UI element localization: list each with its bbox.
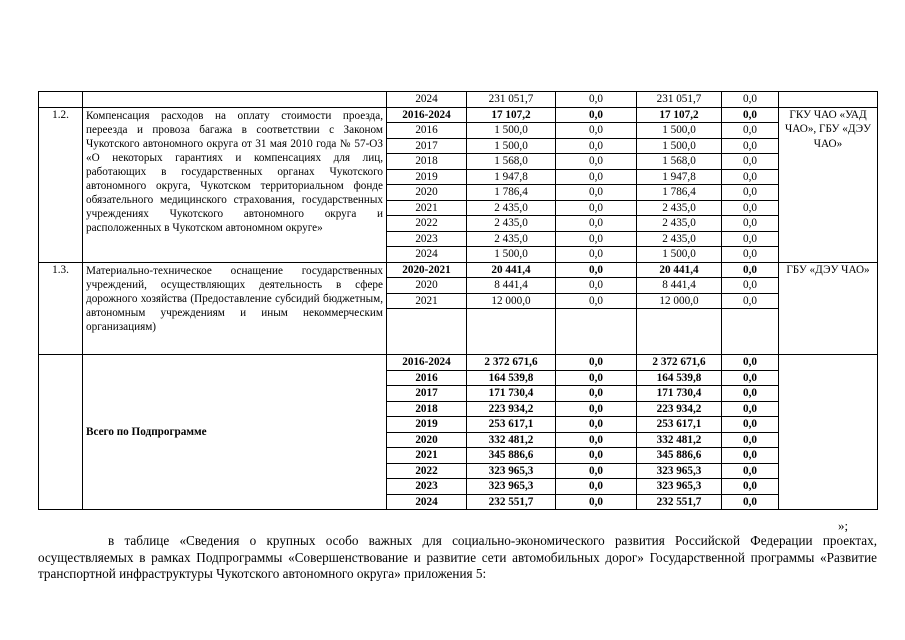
year-cell: 2020-2021 bbox=[387, 262, 467, 278]
description-cell bbox=[83, 92, 387, 108]
total-funding-cell: 1 568,0 bbox=[467, 154, 556, 170]
other-funding-cell: 0,0 bbox=[722, 185, 779, 201]
district-funding-cell: 12 000,0 bbox=[637, 293, 722, 309]
federal-funding-cell: 0,0 bbox=[556, 247, 637, 263]
total-funding-cell: 1 786,4 bbox=[467, 185, 556, 201]
year-cell: 2017 bbox=[387, 386, 467, 402]
year-cell: 2022 bbox=[387, 216, 467, 232]
total-funding-cell: 231 051,7 bbox=[467, 92, 556, 108]
federal-funding-cell: 0,0 bbox=[556, 123, 637, 139]
year-cell: 2019 bbox=[387, 169, 467, 185]
federal-funding-cell: 0,0 bbox=[556, 216, 637, 232]
year-cell: 2017 bbox=[387, 138, 467, 154]
district-funding-cell: 164 539,8 bbox=[637, 370, 722, 386]
item-description: Материально-техническое оснащение государственных учреждений, осуществляющих деятельность в сфере дорожного хозяйства (Предоставление субсидий бюджетным, автономным учреждениям и иным некоммерческим организациям) bbox=[83, 262, 387, 355]
federal-funding-cell: 0,0 bbox=[556, 417, 637, 433]
year-cell: 2021 bbox=[387, 200, 467, 216]
district-funding-cell: 1 568,0 bbox=[637, 154, 722, 170]
other-funding-cell: 0,0 bbox=[722, 401, 779, 417]
year-cell: 2016-2024 bbox=[387, 355, 467, 371]
total-funding-cell: 323 965,3 bbox=[467, 463, 556, 479]
total-funding-cell: 2 435,0 bbox=[467, 200, 556, 216]
other-funding-cell: 0,0 bbox=[722, 463, 779, 479]
total-funding-cell: 2 372 671,6 bbox=[467, 355, 556, 371]
total-funding-cell: 20 441,4 bbox=[467, 262, 556, 278]
item-executor: ГКУ ЧАО «УАД ЧАО», ГБУ «ДЭУ ЧАО» bbox=[779, 107, 878, 262]
other-funding-cell: 0,0 bbox=[722, 123, 779, 139]
district-funding-cell: 323 965,3 bbox=[637, 463, 722, 479]
other-funding-cell: 0,0 bbox=[722, 138, 779, 154]
total-funding-cell: 8 441,4 bbox=[467, 278, 556, 294]
other-funding-cell: 0,0 bbox=[722, 231, 779, 247]
total-funding-cell: 17 107,2 bbox=[467, 107, 556, 123]
year-cell: 2020 bbox=[387, 278, 467, 294]
table-row bbox=[39, 107, 878, 123]
district-funding-cell: 8 441,4 bbox=[637, 278, 722, 294]
total-funding-cell: 2 435,0 bbox=[467, 231, 556, 247]
district-funding-cell: 1 947,8 bbox=[637, 169, 722, 185]
year-cell: 2016 bbox=[387, 123, 467, 139]
other-funding-cell: 0,0 bbox=[722, 169, 779, 185]
federal-funding-cell: 0,0 bbox=[556, 200, 637, 216]
year-cell: 2023 bbox=[387, 479, 467, 495]
federal-funding-cell: 0,0 bbox=[556, 92, 637, 108]
district-funding-cell: 231 051,7 bbox=[637, 92, 722, 108]
federal-funding-cell: 0,0 bbox=[556, 355, 637, 371]
federal-funding-cell: 0,0 bbox=[556, 432, 637, 448]
executor-cell bbox=[779, 92, 878, 108]
year-cell: 2016-2024 bbox=[387, 107, 467, 123]
empty-cell bbox=[467, 309, 556, 355]
total-funding-cell: 323 965,3 bbox=[467, 479, 556, 495]
year-cell: 2024 bbox=[387, 494, 467, 510]
district-funding-cell: 345 886,6 bbox=[637, 448, 722, 464]
year-cell: 2019 bbox=[387, 417, 467, 433]
total-funding-cell: 345 886,6 bbox=[467, 448, 556, 464]
other-funding-cell: 0,0 bbox=[722, 247, 779, 263]
district-funding-cell: 253 617,1 bbox=[637, 417, 722, 433]
other-funding-cell: 0,0 bbox=[722, 479, 779, 495]
federal-funding-cell: 0,0 bbox=[556, 231, 637, 247]
federal-funding-cell: 0,0 bbox=[556, 154, 637, 170]
item-number: 1.2. bbox=[39, 107, 83, 262]
total-funding-cell: 164 539,8 bbox=[467, 370, 556, 386]
total-funding-cell: 253 617,1 bbox=[467, 417, 556, 433]
district-funding-cell: 1 500,0 bbox=[637, 138, 722, 154]
other-funding-cell: 0,0 bbox=[722, 370, 779, 386]
item-number: 1.3. bbox=[39, 262, 83, 355]
budget-table bbox=[38, 91, 878, 510]
year-cell: 2016 bbox=[387, 370, 467, 386]
other-funding-cell: 0,0 bbox=[722, 262, 779, 278]
empty-cell bbox=[387, 309, 467, 355]
item-executor: ГБУ «ДЭУ ЧАО» bbox=[779, 262, 878, 355]
district-funding-cell: 1 786,4 bbox=[637, 185, 722, 201]
year-cell: 2020 bbox=[387, 185, 467, 201]
district-funding-cell: 323 965,3 bbox=[637, 479, 722, 495]
federal-funding-cell: 0,0 bbox=[556, 278, 637, 294]
other-funding-cell: 0,0 bbox=[722, 278, 779, 294]
district-funding-cell: 223 934,2 bbox=[637, 401, 722, 417]
other-funding-cell: 0,0 bbox=[722, 293, 779, 309]
total-funding-cell: 332 481,2 bbox=[467, 432, 556, 448]
federal-funding-cell: 0,0 bbox=[556, 448, 637, 464]
federal-funding-cell: 0,0 bbox=[556, 370, 637, 386]
year-cell: 2018 bbox=[387, 154, 467, 170]
federal-funding-cell: 0,0 bbox=[556, 293, 637, 309]
empty-cell bbox=[556, 309, 637, 355]
total-funding-cell: 12 000,0 bbox=[467, 293, 556, 309]
empty-cell bbox=[637, 309, 722, 355]
empty-cell bbox=[722, 309, 779, 355]
year-cell: 2023 bbox=[387, 231, 467, 247]
total-funding-cell: 223 934,2 bbox=[467, 401, 556, 417]
district-funding-cell: 171 730,4 bbox=[637, 386, 722, 402]
year-cell: 2020 bbox=[387, 432, 467, 448]
other-funding-cell: 0,0 bbox=[722, 448, 779, 464]
year-cell: 2022 bbox=[387, 463, 467, 479]
other-funding-cell: 0,0 bbox=[722, 154, 779, 170]
district-funding-cell: 2 435,0 bbox=[637, 231, 722, 247]
num-cell bbox=[39, 92, 83, 108]
table-row bbox=[39, 355, 878, 371]
total-funding-cell: 171 730,4 bbox=[467, 386, 556, 402]
federal-funding-cell: 0,0 bbox=[556, 386, 637, 402]
federal-funding-cell: 0,0 bbox=[556, 494, 637, 510]
budget-table-body bbox=[39, 92, 878, 510]
other-funding-cell: 0,0 bbox=[722, 417, 779, 433]
federal-funding-cell: 0,0 bbox=[556, 262, 637, 278]
federal-funding-cell: 0,0 bbox=[556, 169, 637, 185]
federal-funding-cell: 0,0 bbox=[556, 401, 637, 417]
district-funding-cell: 1 500,0 bbox=[637, 247, 722, 263]
district-funding-cell: 232 551,7 bbox=[637, 494, 722, 510]
other-funding-cell: 0,0 bbox=[722, 494, 779, 510]
closing-quote-mark: »; bbox=[838, 518, 849, 533]
table-row bbox=[39, 262, 878, 278]
other-funding-cell: 0,0 bbox=[722, 386, 779, 402]
other-funding-cell: 0,0 bbox=[722, 432, 779, 448]
other-funding-cell: 0,0 bbox=[722, 92, 779, 108]
total-num-cell bbox=[39, 355, 83, 510]
other-funding-cell: 0,0 bbox=[722, 200, 779, 216]
year-cell: 2021 bbox=[387, 448, 467, 464]
total-funding-cell: 232 551,7 bbox=[467, 494, 556, 510]
total-executor-cell bbox=[779, 355, 878, 510]
district-funding-cell: 2 372 671,6 bbox=[637, 355, 722, 371]
year-cell: 2018 bbox=[387, 401, 467, 417]
district-funding-cell: 332 481,2 bbox=[637, 432, 722, 448]
federal-funding-cell: 0,0 bbox=[556, 185, 637, 201]
item-description: Компенсация расходов на оплату стоимости проезда, переезда и провоза багажа в соответствии с Законом Чукотского автономного округа от 31 мая 2010 года № 57-ОЗ «О некоторых гарантиях и компенсациях для лиц, работающих в государственных органах Чукотского автономного округа, Чукотском территориальном фонде обязательного медицинского страхования, государственных учреждениях Чукотского автономного округа и расположенных в Чукотском автономном округе» bbox=[83, 107, 387, 262]
district-funding-cell: 17 107,2 bbox=[637, 107, 722, 123]
district-funding-cell: 20 441,4 bbox=[637, 262, 722, 278]
total-funding-cell: 1 500,0 bbox=[467, 138, 556, 154]
total-label: Всего по Подпрограмме bbox=[83, 355, 387, 510]
total-funding-cell: 1 500,0 bbox=[467, 123, 556, 139]
amendment-paragraph: в таблице «Сведения о крупных особо важных для социально-экономического развития Российской Федерации проектах, осуществляемых в рамках Подпрограммы «Совершенствование и развитие сети автомобильных дорог» Государственной программы «Развитие транспортной инфраструктуры Чукотского автономного округа» приложения 5: bbox=[38, 533, 877, 581]
total-funding-cell: 2 435,0 bbox=[467, 216, 556, 232]
district-funding-cell: 1 500,0 bbox=[637, 123, 722, 139]
federal-funding-cell: 0,0 bbox=[556, 463, 637, 479]
year-cell: 2024 bbox=[387, 92, 467, 108]
table-row bbox=[39, 92, 878, 108]
total-funding-cell: 1 947,8 bbox=[467, 169, 556, 185]
year-cell: 2024 bbox=[387, 247, 467, 263]
district-funding-cell: 2 435,0 bbox=[637, 200, 722, 216]
total-funding-cell: 1 500,0 bbox=[467, 247, 556, 263]
federal-funding-cell: 0,0 bbox=[556, 479, 637, 495]
other-funding-cell: 0,0 bbox=[722, 355, 779, 371]
federal-funding-cell: 0,0 bbox=[556, 107, 637, 123]
district-funding-cell: 2 435,0 bbox=[637, 216, 722, 232]
other-funding-cell: 0,0 bbox=[722, 216, 779, 232]
other-funding-cell: 0,0 bbox=[722, 107, 779, 123]
year-cell: 2021 bbox=[387, 293, 467, 309]
federal-funding-cell: 0,0 bbox=[556, 138, 637, 154]
